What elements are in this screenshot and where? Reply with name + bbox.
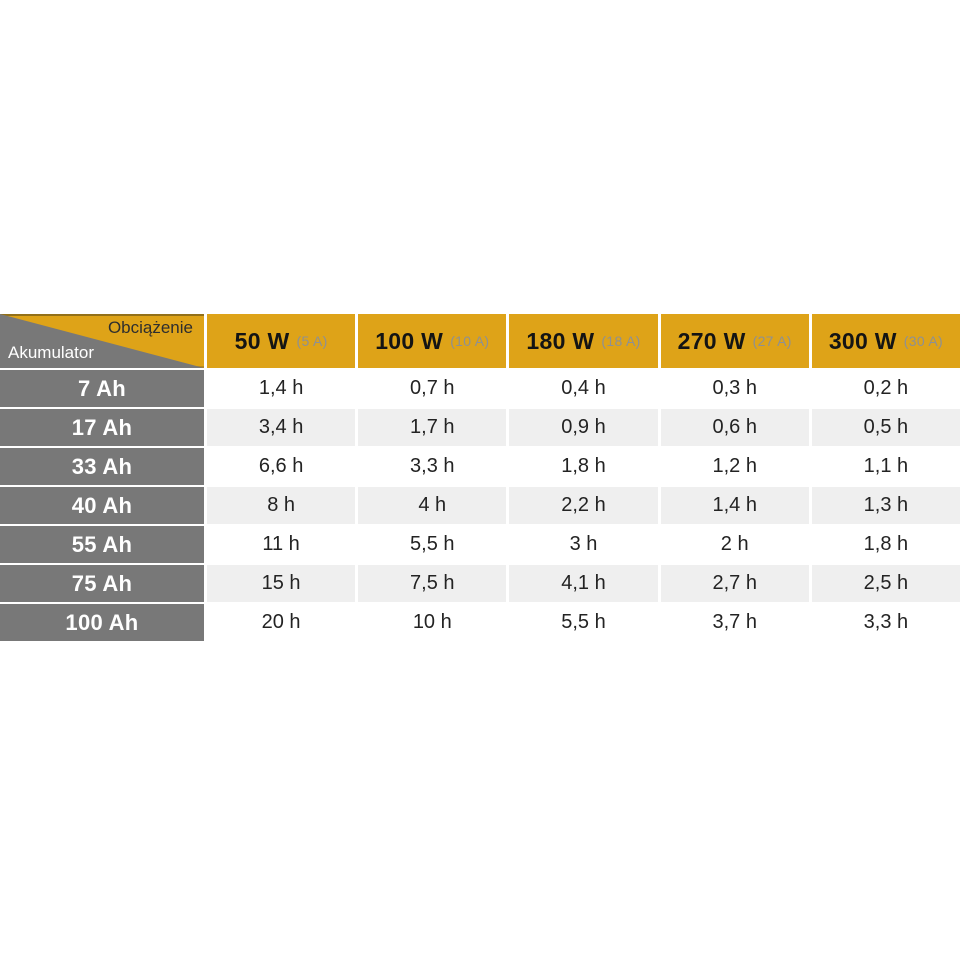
power-label: 100 W bbox=[375, 327, 444, 354]
runtime-cell-100ah-300w: 3,3 h bbox=[812, 604, 960, 641]
row-header-17ah: 17 Ah bbox=[0, 409, 204, 446]
battery-axis-label: Akumulator bbox=[8, 343, 94, 362]
runtime-cell-100ah-180w: 5,5 h bbox=[509, 604, 657, 641]
row-header-7ah: 7 Ah bbox=[0, 370, 204, 407]
runtime-cell-7ah-50w: 1,4 h bbox=[207, 370, 355, 407]
row-header-75ah: 75 Ah bbox=[0, 565, 204, 602]
current-label: (5 A) bbox=[296, 333, 328, 349]
column-header-300w bbox=[812, 314, 960, 368]
runtime-cell-17ah-180w: 0,9 h bbox=[509, 409, 657, 446]
current-label: (18 A) bbox=[601, 333, 641, 349]
runtime-cell-7ah-270w: 0,3 h bbox=[661, 370, 809, 407]
runtime-cell-55ah-100w: 5,5 h bbox=[358, 526, 506, 563]
runtime-cell-75ah-180w: 4,1 h bbox=[509, 565, 657, 602]
current-label: (10 A) bbox=[450, 333, 490, 349]
runtime-cell-33ah-100w: 3,3 h bbox=[358, 448, 506, 485]
runtime-cell-33ah-50w: 6,6 h bbox=[207, 448, 355, 485]
power-label: 180 W bbox=[526, 327, 595, 354]
runtime-cell-33ah-300w: 1,1 h bbox=[812, 448, 960, 485]
load-axis-label: Obciążenie bbox=[107, 318, 193, 337]
runtime-cell-17ah-300w: 0,5 h bbox=[812, 409, 960, 446]
column-header-270w bbox=[661, 314, 809, 368]
power-label: 270 W bbox=[677, 327, 746, 354]
runtime-cell-40ah-270w: 1,4 h bbox=[661, 487, 809, 524]
battery-runtime-table bbox=[0, 314, 960, 641]
runtime-cell-7ah-100w: 0,7 h bbox=[358, 370, 506, 407]
current-label: (30 A) bbox=[903, 333, 943, 349]
runtime-cell-7ah-300w: 0,2 h bbox=[812, 370, 960, 407]
row-header-100ah: 100 Ah bbox=[0, 604, 204, 641]
runtime-cell-55ah-180w: 3 h bbox=[509, 526, 657, 563]
runtime-cell-55ah-300w: 1,8 h bbox=[812, 526, 960, 563]
row-header-55ah: 55 Ah bbox=[0, 526, 204, 563]
row-header-33ah: 33 Ah bbox=[0, 448, 204, 485]
runtime-cell-40ah-100w: 4 h bbox=[358, 487, 506, 524]
runtime-cell-75ah-300w: 2,5 h bbox=[812, 565, 960, 602]
runtime-cell-33ah-270w: 1,2 h bbox=[661, 448, 809, 485]
runtime-cell-40ah-50w: 8 h bbox=[207, 487, 355, 524]
runtime-cell-75ah-270w: 2,7 h bbox=[661, 565, 809, 602]
runtime-cell-100ah-270w: 3,7 h bbox=[661, 604, 809, 641]
power-label: 50 W bbox=[234, 327, 290, 354]
runtime-cell-7ah-180w: 0,4 h bbox=[509, 370, 657, 407]
runtime-cell-33ah-180w: 1,8 h bbox=[509, 448, 657, 485]
runtime-cell-17ah-50w: 3,4 h bbox=[207, 409, 355, 446]
runtime-cell-55ah-270w: 2 h bbox=[661, 526, 809, 563]
column-header-50w bbox=[207, 314, 355, 368]
runtime-cell-75ah-100w: 7,5 h bbox=[358, 565, 506, 602]
current-label: (27 A) bbox=[752, 333, 792, 349]
runtime-cell-55ah-50w: 11 h bbox=[207, 526, 355, 563]
runtime-cell-17ah-100w: 1,7 h bbox=[358, 409, 506, 446]
corner-cell bbox=[0, 314, 204, 368]
power-label: 300 W bbox=[828, 327, 897, 354]
row-header-40ah: 40 Ah bbox=[0, 487, 204, 524]
runtime-cell-100ah-50w: 20 h bbox=[207, 604, 355, 641]
runtime-cell-100ah-100w: 10 h bbox=[358, 604, 506, 641]
runtime-cell-17ah-270w: 0,6 h bbox=[661, 409, 809, 446]
column-header-180w bbox=[509, 314, 657, 368]
runtime-cell-40ah-180w: 2,2 h bbox=[509, 487, 657, 524]
runtime-cell-75ah-50w: 15 h bbox=[207, 565, 355, 602]
runtime-cell-40ah-300w: 1,3 h bbox=[812, 487, 960, 524]
column-header-100w bbox=[358, 314, 506, 368]
